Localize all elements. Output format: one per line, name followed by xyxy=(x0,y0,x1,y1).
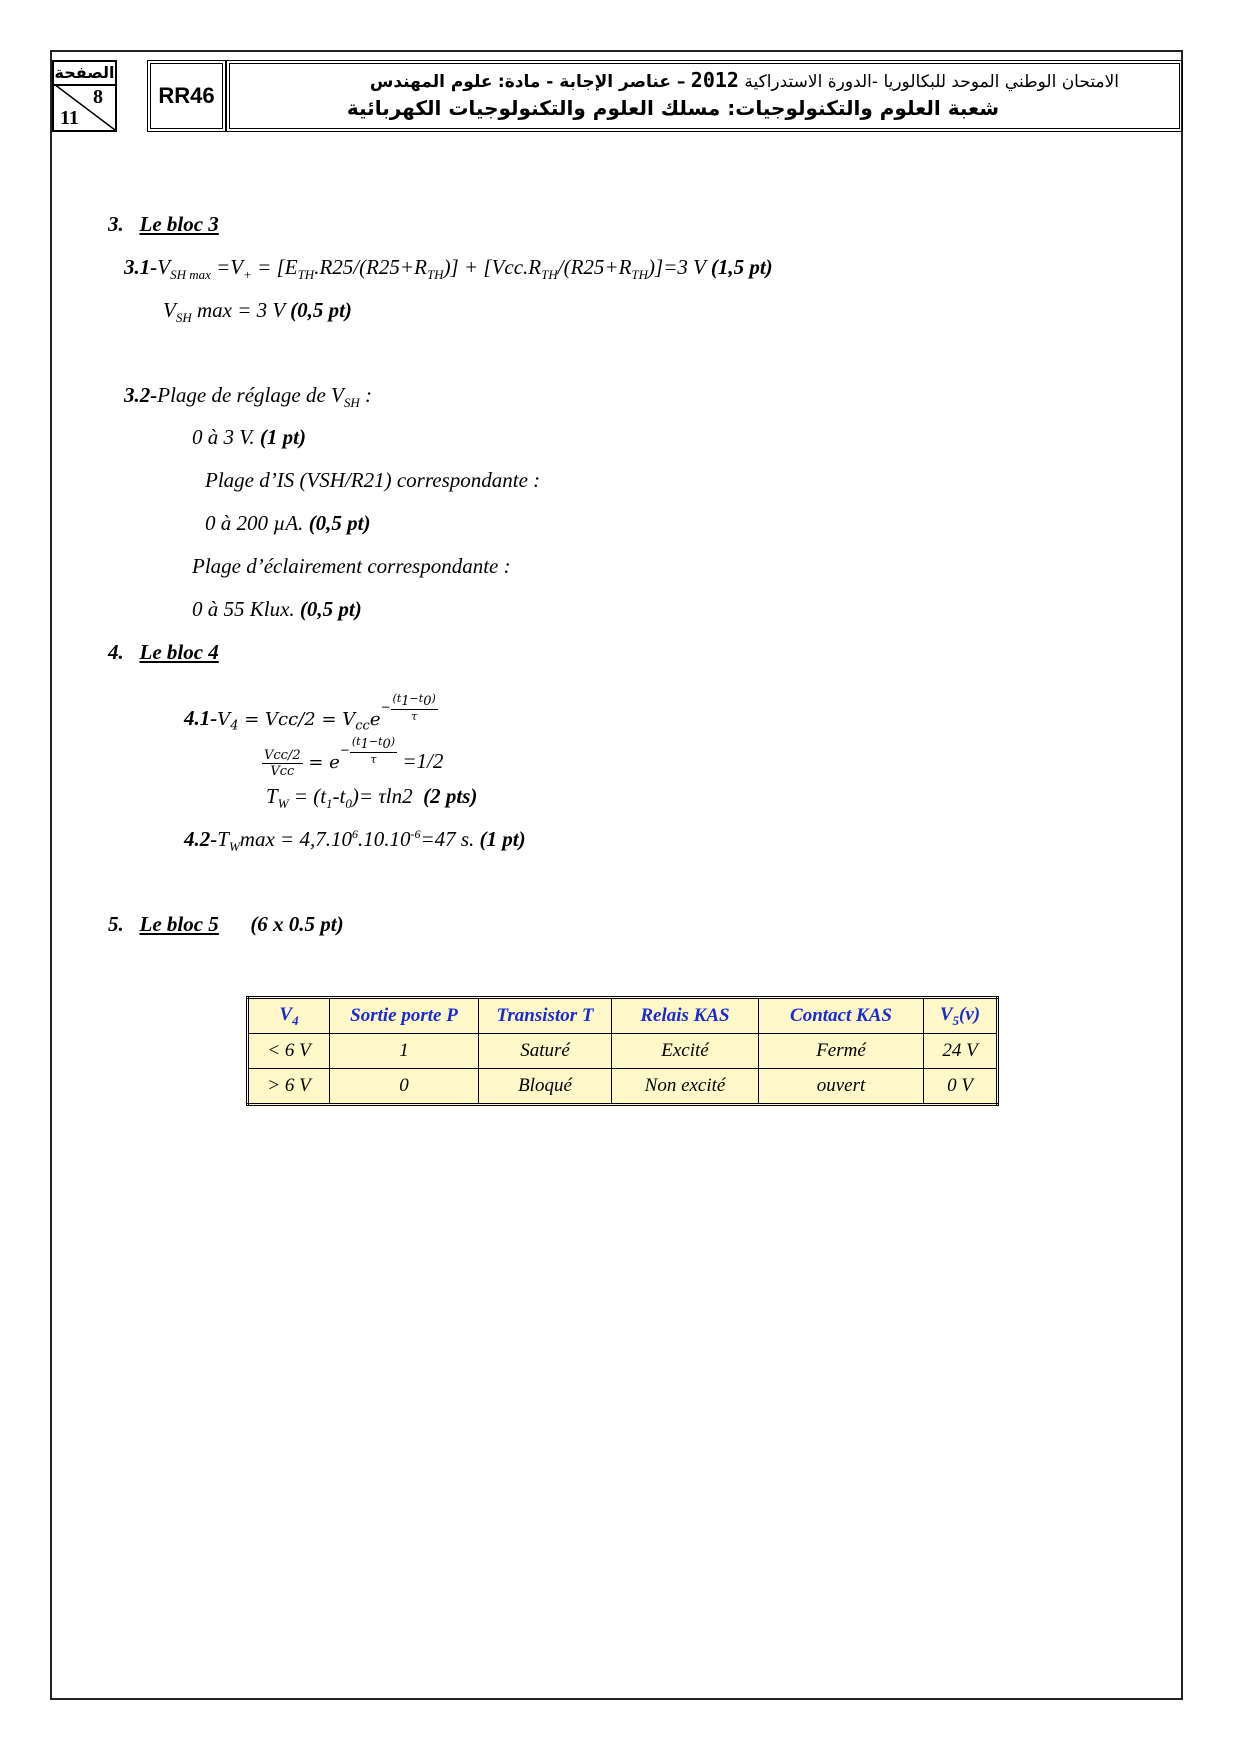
q32-colon: : xyxy=(359,383,372,407)
col-header-relay: Relais KAS xyxy=(612,998,759,1034)
cell-v4: > 6 V xyxy=(248,1069,330,1105)
q31-points: (1,5 pt) xyxy=(710,255,773,279)
q31-result-value: max = 3 V xyxy=(196,298,285,322)
section-4-heading xyxy=(108,640,219,665)
cell-v4: < 6 V xyxy=(248,1034,330,1069)
cell-gate: 0 xyxy=(330,1069,479,1105)
header-line-1 xyxy=(370,68,1119,92)
header-line-2: شعبة العلوم والتكنولوجيات: مسلك العلوم والتكنولوجيات الكهربائية xyxy=(346,96,999,120)
page-total: 11 xyxy=(60,107,79,129)
q31-result-points: (0,5 pt) xyxy=(290,298,352,322)
exam-code: RR46 xyxy=(147,60,226,132)
section-3-title: Le bloc 3 xyxy=(139,212,219,236)
header-subject: علوم المهندس xyxy=(369,72,493,92)
q31-result: $V_{SH}$ max = 3 V (0,5 pt) xyxy=(163,298,352,326)
table-row xyxy=(248,1034,998,1069)
range-lux-value: 0 à 55 Klux. xyxy=(192,597,295,621)
cell-contact: ouvert xyxy=(759,1069,924,1105)
q41-half: =1/2 xyxy=(402,749,444,774)
range-vsh-value: 0 à 3 V. xyxy=(192,425,255,449)
table-row xyxy=(248,1069,998,1105)
range-is xyxy=(205,511,371,536)
header-answer-elements: – عناصر الإجابة - مادة: xyxy=(497,72,686,92)
range-is-points: (0,5 pt) xyxy=(308,511,371,535)
q32-heading xyxy=(124,383,372,411)
q32-text: Plage de réglage de V xyxy=(157,383,344,407)
bloc5-table xyxy=(246,996,999,1106)
cell-relay: Non excité xyxy=(612,1069,759,1105)
section-3-heading xyxy=(108,212,219,237)
q41-formula: $4.1-V_4 = Vcc/2 = V_{cc}e-$ $\frac{(t_1-t_0)}{\tau}$ xyxy=(184,692,436,734)
section-5-title: Le bloc 5 xyxy=(139,912,219,936)
page-number-box xyxy=(52,60,117,132)
q41-tw: $T_W = (t_1-t_0)= \tau\ln 2$ (2 pts) xyxy=(266,784,478,812)
section-5-heading xyxy=(108,912,344,937)
header-year: 2012 xyxy=(690,68,739,92)
q41-label: 4.1- xyxy=(184,706,218,731)
q42-result: =47 s. xyxy=(420,827,475,851)
range-vsh xyxy=(192,425,306,450)
cell-v5: 0 V xyxy=(924,1069,998,1105)
range-lux-points: (0,5 pt) xyxy=(299,597,362,621)
col-header-v5: $V_5(v)$ xyxy=(924,998,998,1034)
header-exam-name: الامتحان الوطني الموحد للبكالوريا -الدورة الاستدراكية xyxy=(744,72,1119,92)
col-header-transistor: Transistor T xyxy=(479,998,612,1034)
section-3-number: 3. xyxy=(108,212,124,236)
section-4-number: 4. xyxy=(108,640,124,664)
page-label: الصفحة xyxy=(54,62,115,86)
table-header-row xyxy=(248,998,998,1034)
cell-contact: Fermé xyxy=(759,1034,924,1069)
cell-v5: 24 V xyxy=(924,1034,998,1069)
q31-label: 3.1- xyxy=(124,255,158,279)
q32-label: 3.2- xyxy=(124,383,158,407)
section-4-title: Le bloc 4 xyxy=(139,640,219,664)
header-title-box xyxy=(226,60,1183,132)
col-header-v4: $V_4$ xyxy=(248,998,330,1034)
page-current: 8 xyxy=(93,86,103,108)
q32-sub: SH xyxy=(343,395,360,411)
lux-range-text: Plage d’éclairement correspondante : xyxy=(192,554,511,578)
cell-relay: Excité xyxy=(612,1034,759,1069)
q42-formula: $4.2-T_W\max = 4,7.10^6.10.10^{-6}=47$ s. (1 pt) xyxy=(184,827,526,855)
col-header-gate: Sortie porte P xyxy=(330,998,479,1034)
section-5-number: 5. xyxy=(108,912,124,936)
is-range-text: Plage d’IS (VSH/R21) correspondante : xyxy=(205,468,541,492)
range-is-value: 0 à 200 µA. xyxy=(205,511,304,535)
q41-tw-points: (2 pts) xyxy=(423,784,478,808)
range-lux xyxy=(192,597,362,622)
cell-transistor: Bloqué xyxy=(479,1069,612,1105)
q42-points: (1 pt) xyxy=(479,827,526,851)
q42-label: 4.2- xyxy=(184,827,218,851)
section-5-points: (6 x 0.5 pt) xyxy=(250,912,344,936)
range-vsh-points: (1 pt) xyxy=(259,425,306,449)
q31-formula: $3.1-V_{SH max} =V_+ = [E_{TH}.R25/(R25+R_{TH})] + [Vcc.R_{TH}/(R25+R_{TH})]=3$ V (1,5 pt) xyxy=(124,255,773,283)
cell-transistor: Saturé xyxy=(479,1034,612,1069)
col-header-contact: Contact KAS xyxy=(759,998,924,1034)
q41-ratio: $\frac{\text{Vcc/2}}{\text{Vcc}}$ = e− $\frac{(t_1-t_0)}{\tau}$ =1/2 xyxy=(264,735,444,779)
cell-gate: 1 xyxy=(330,1034,479,1069)
